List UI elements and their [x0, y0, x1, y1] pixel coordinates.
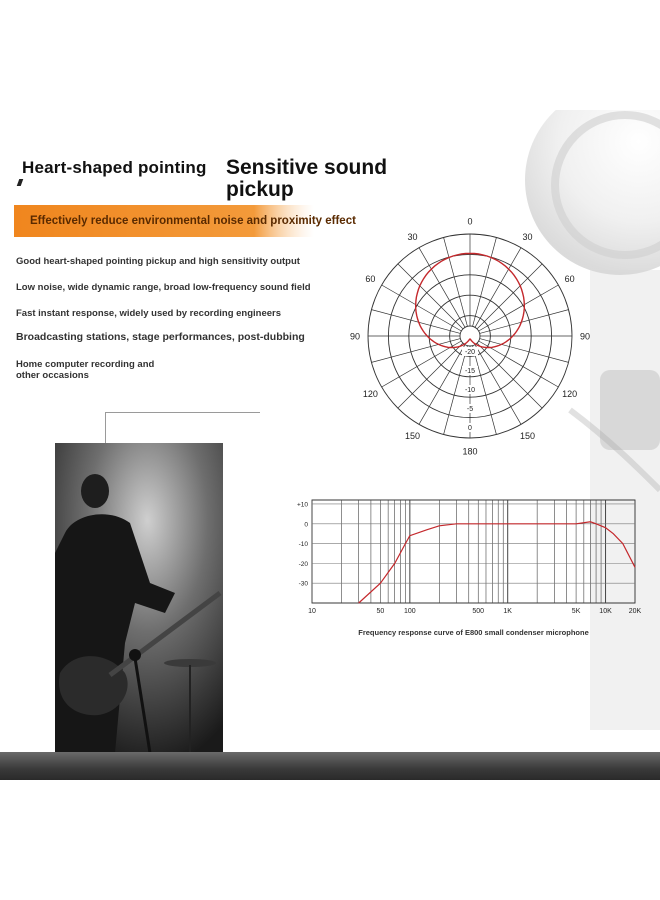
feature-item: Low noise, wide dynamic range, broad low-frequency sound field — [16, 282, 311, 293]
performer-photo — [55, 443, 223, 753]
freq-y-tick-label: 0 — [304, 521, 308, 529]
polar-angle-label: 30 — [407, 231, 418, 242]
polar-angle-label: 60 — [365, 274, 376, 284]
polar-db-label: 0 — [468, 425, 472, 432]
polar-angle-label: 0 — [467, 216, 473, 227]
polar-angle-label: 180 — [462, 446, 478, 457]
feature-item: Broadcasting stations, stage performances, post-dubbing — [16, 331, 305, 343]
freq-y-tick-label: +10 — [296, 501, 308, 509]
polar-angle-label: 60 — [564, 274, 575, 284]
polar-angle-label: 90 — [349, 331, 361, 342]
freq-x-tick-label: 20K — [628, 608, 642, 615]
polar-center-ring — [460, 326, 480, 346]
freq-x-tick-label: 5K — [571, 608, 581, 615]
freq-x-tick-label: 500 — [472, 608, 485, 615]
feature-item: Good heart-shaped pointing pickup and high sensitivity output — [16, 256, 300, 267]
heading-sensitive-pickup: Sensitive sound pickup — [226, 156, 388, 201]
heading-heart-shaped: Heart-shaped pointing — [22, 158, 207, 177]
freq-x-tick-label: 100 — [404, 608, 416, 615]
freq-x-tick-label: 10 — [308, 608, 316, 615]
floor-strip — [0, 752, 660, 780]
polar-db-label: -5 — [466, 406, 474, 413]
polar-db-label: -10 — [464, 387, 476, 394]
freq-y-tick-label: -30 — [298, 580, 308, 588]
freq-x-tick-label: 10K — [599, 608, 612, 615]
feature-item: Home computer recording and other occasions — [16, 359, 155, 381]
freq-x-tick-label: 50 — [376, 608, 385, 615]
heading-marker — [17, 179, 24, 186]
polar-angle-label: 120 — [562, 389, 578, 399]
polar-angle-label: 90 — [579, 331, 591, 342]
freq-plot-frame — [312, 500, 635, 603]
polar-db-label: -20 — [464, 349, 476, 356]
banner-text: Effectively reduce environmental noise and proximity effect — [30, 215, 356, 227]
freq-y-tick-label: -20 — [298, 560, 308, 568]
feature-item: Fast instant response, widely used by recording engineers — [16, 308, 282, 319]
polar-angle-label: 150 — [519, 431, 536, 442]
freq-x-tick-label: 1K — [503, 608, 512, 615]
freq-chart-caption: Frequency response curve of E800 small condenser microphone — [358, 628, 589, 637]
polar-pattern-chart — [345, 210, 595, 460]
polar-angle-label: 150 — [404, 431, 421, 442]
polar-angle-label: 30 — [522, 231, 533, 242]
polar-db-label: -15 — [464, 368, 476, 375]
freq-y-tick-label: -10 — [298, 541, 308, 549]
polar-angle-label: 120 — [362, 389, 378, 399]
frequency-response-chart — [290, 495, 660, 640]
